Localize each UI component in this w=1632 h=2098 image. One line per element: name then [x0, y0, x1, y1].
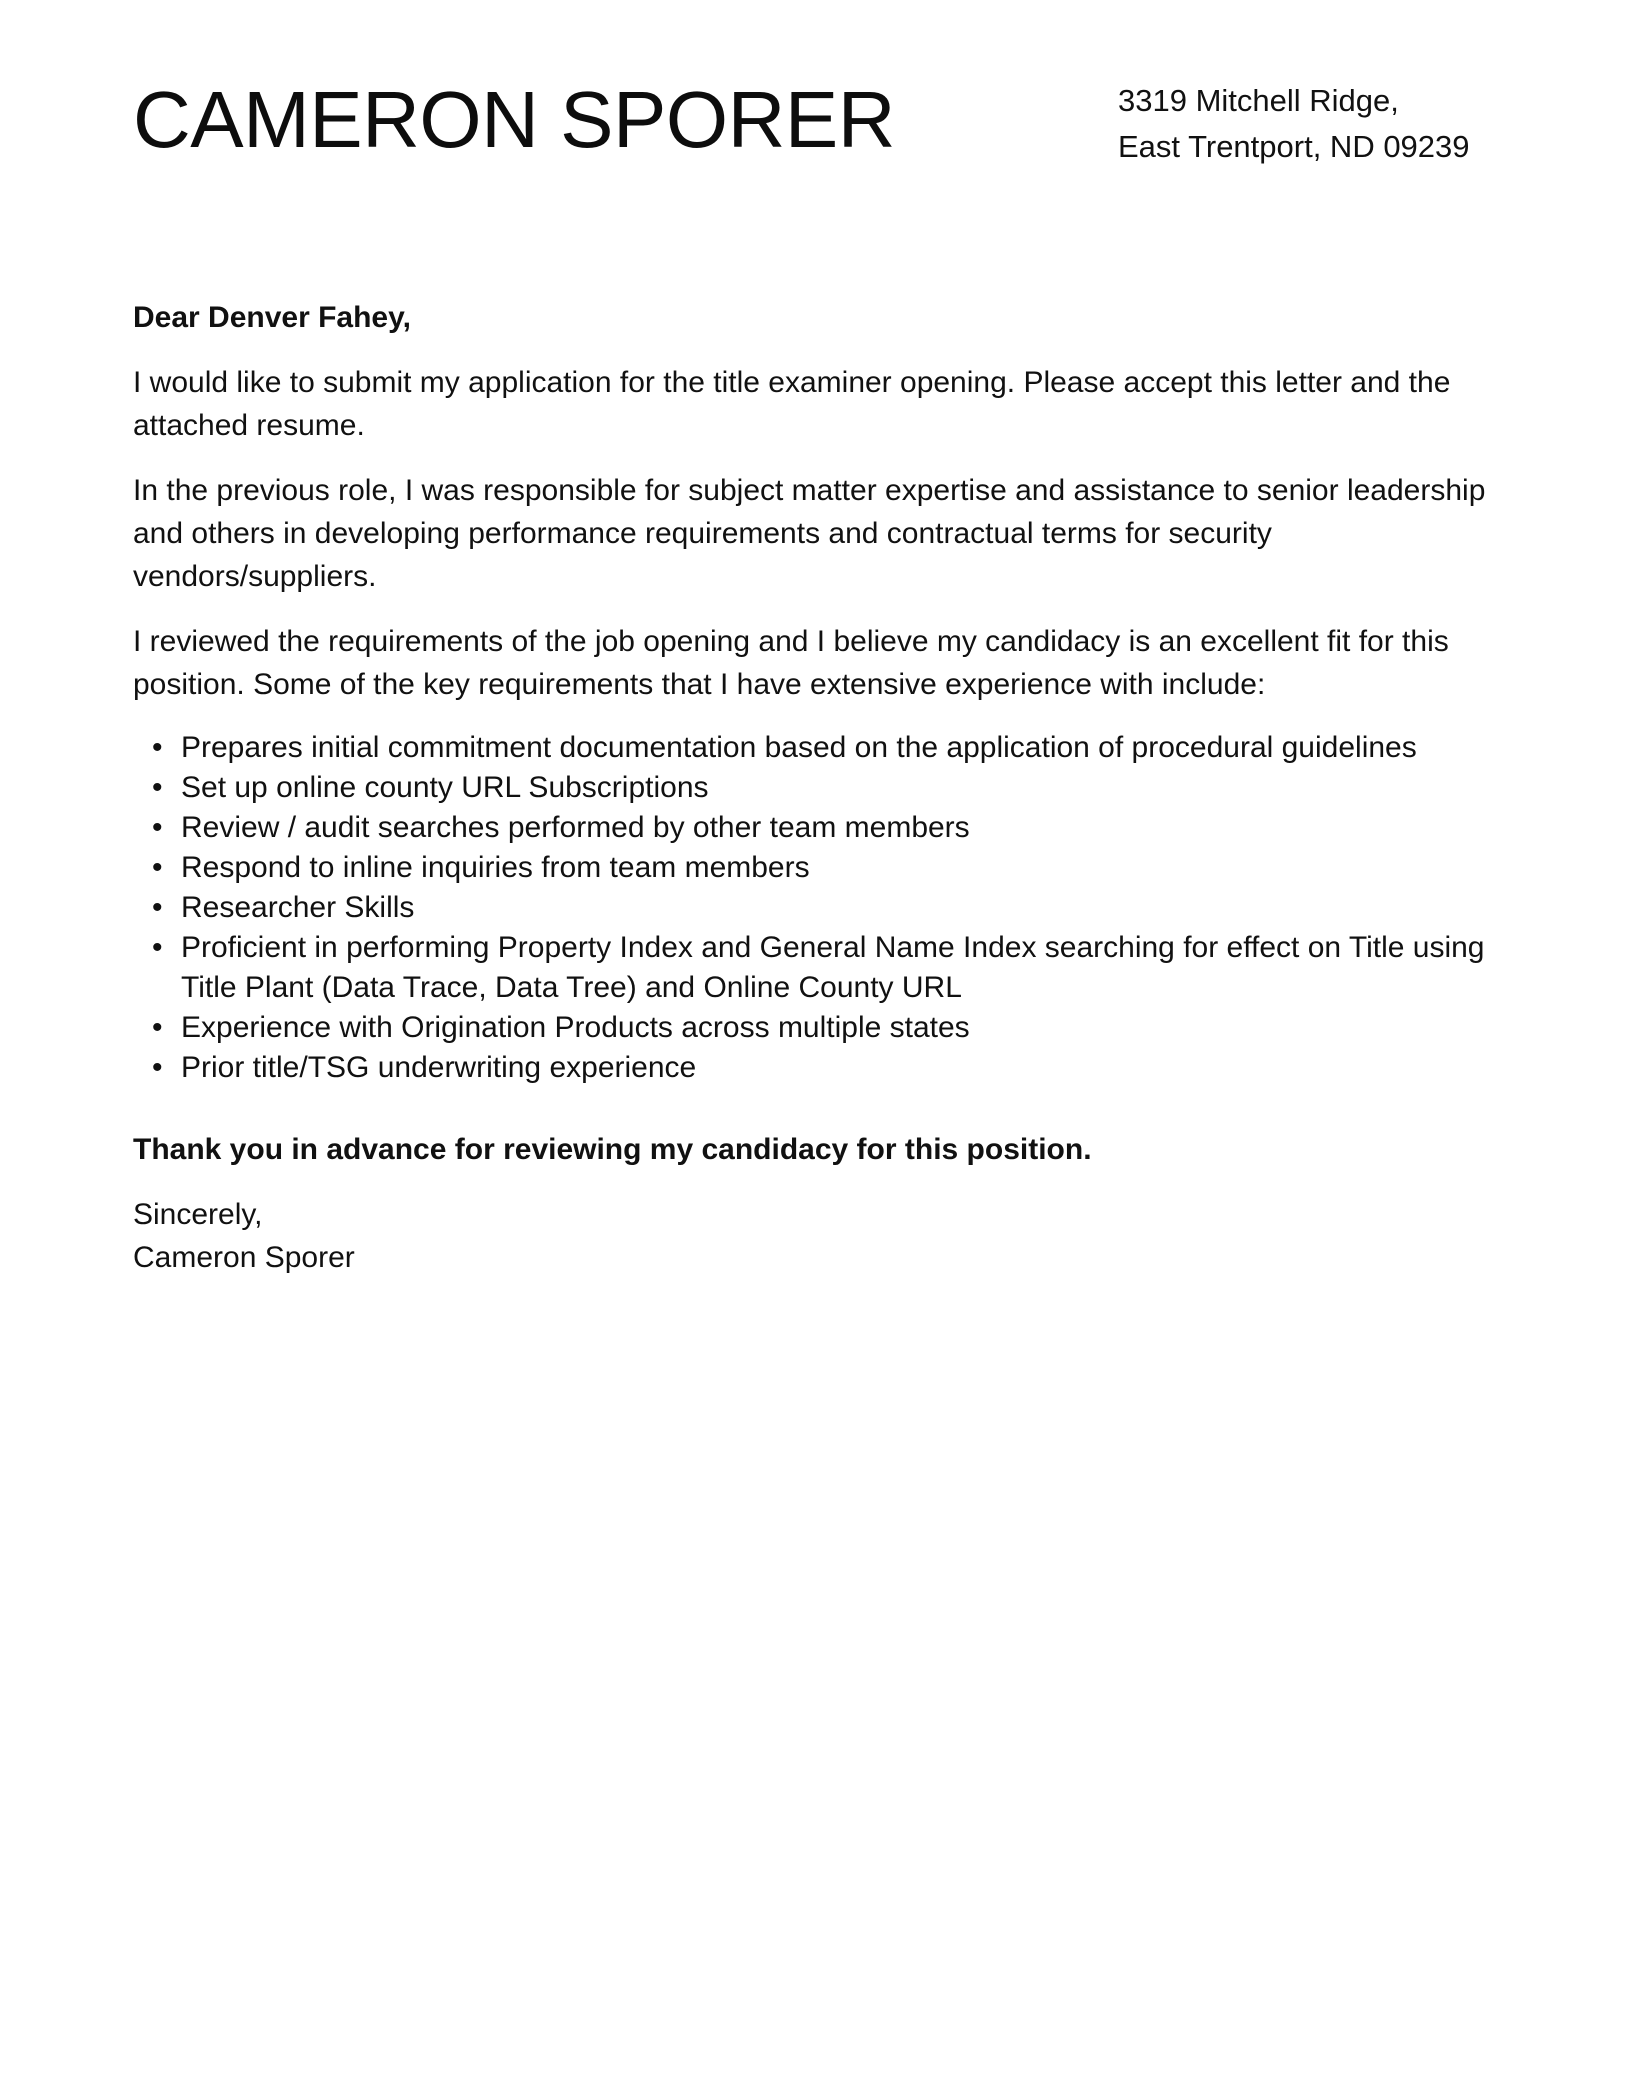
requirements-list — [133, 728, 1503, 1088]
list-item — [133, 848, 1503, 888]
bullet-icon: • — [152, 851, 163, 884]
bullet-icon: • — [152, 1011, 163, 1044]
signature: Cameron Sporer — [133, 1241, 355, 1274]
signoff: Sincerely, — [133, 1198, 263, 1231]
list-item-text: Set up online county URL Subscriptions — [181, 771, 709, 804]
letter-body — [133, 296, 1503, 1279]
list-item — [133, 1008, 1503, 1048]
bullet-icon: • — [152, 1051, 163, 1084]
bullet-icon: • — [152, 891, 163, 924]
paragraph-requirements-intro: I reviewed the requirements of the job opening and I believe my candidacy is an excellent fit for this position. Some of the key requirements that I have extensive experience with include: — [133, 625, 1449, 701]
address-line-2: East Trentport, ND 09239 — [1118, 129, 1470, 164]
list-item-text: Proficient in performing Property Index and General Name Index searching for effect on Title using Title Plant (Data Trace, Data Tree) and Online County URL — [181, 931, 1485, 1004]
sender-address — [1118, 78, 1470, 170]
sender-name: CAMERON SPORER — [133, 75, 895, 164]
list-item-text: Review / audit searches performed by other team members — [181, 811, 970, 844]
bullet-icon: • — [152, 811, 163, 844]
list-item-text: Prior title/TSG underwriting experience — [181, 1051, 697, 1084]
salutation: Dear Denver Fahey, — [133, 301, 411, 334]
list-item — [133, 728, 1503, 768]
closing-line: Thank you in advance for reviewing my candidacy for this position. — [133, 1133, 1092, 1166]
list-item — [133, 928, 1503, 1008]
letter-header — [133, 72, 1499, 182]
address-line-1: 3319 Mitchell Ridge, — [1118, 83, 1399, 118]
bullet-icon: • — [152, 731, 163, 764]
list-item — [133, 768, 1503, 808]
list-item — [133, 808, 1503, 848]
list-item-text: Respond to inline inquiries from team members — [181, 851, 810, 884]
paragraph-previous-role: In the previous role, I was responsible for subject matter expertise and assistance to senior leadership and others in developing performance requirements and contractual terms for security vendors/suppliers. — [133, 474, 1486, 593]
list-item — [133, 888, 1503, 928]
list-item-text: Experience with Origination Products across multiple states — [181, 1011, 970, 1044]
bullet-icon: • — [152, 931, 163, 964]
list-item-text: Researcher Skills — [181, 891, 415, 924]
list-item-text: Prepares initial commitment documentation based on the application of procedural guidelines — [181, 731, 1417, 764]
paragraph-intro: I would like to submit my application for the title examiner opening. Please accept this letter and the attached resume. — [133, 366, 1451, 442]
bullet-icon: • — [152, 771, 163, 804]
list-item — [133, 1048, 1503, 1088]
